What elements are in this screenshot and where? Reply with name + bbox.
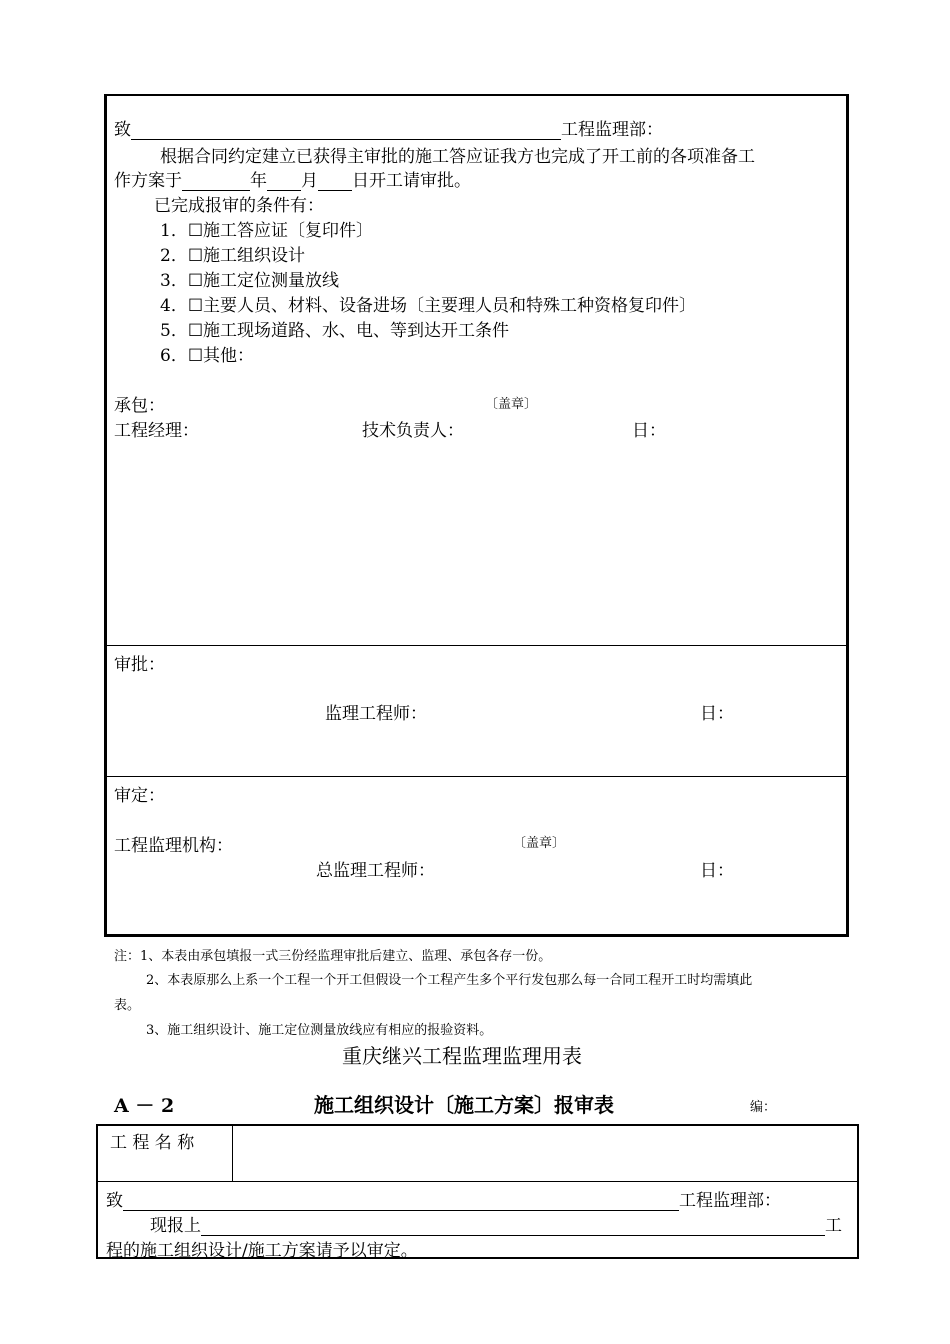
note-line-4: 3、施工组织设计、施工定位测量放线应有相应的报验资料。 — [146, 1023, 493, 1038]
review-to-suffix: 工程监理部： — [679, 1191, 781, 1211]
supervisor-engineer-label: 监理工程师： — [325, 704, 427, 724]
year-label: 年 — [250, 171, 267, 191]
confirm-date-label: 日： — [700, 861, 734, 881]
confirm-seal-label: 〔盖章〕 — [513, 836, 566, 851]
note-line-3: 表。 — [114, 998, 141, 1013]
number-label: 编： — [750, 1100, 777, 1115]
body-line-2-prefix: 作方案于 — [114, 171, 182, 191]
company-title: 重庆继兴工程监理监理用表 — [342, 1044, 582, 1068]
date-label: 日： — [632, 421, 666, 441]
month-label: 月 — [301, 171, 318, 191]
seal-label: 〔盖章〕 — [485, 397, 538, 412]
conditions-title: 已完成报审的条件有： — [154, 196, 324, 216]
divider-approve — [104, 645, 849, 646]
addressee-blank[interactable] — [131, 121, 561, 140]
condition-item[interactable]: 2．☐施工组织设计 — [160, 246, 306, 266]
day-blank[interactable] — [318, 172, 352, 191]
approve-label: 审批： — [114, 655, 165, 675]
divider-confirm — [104, 776, 849, 777]
year-blank[interactable] — [182, 172, 250, 191]
contractor-label: 承包： — [114, 396, 165, 416]
report-suffix: 工 — [825, 1216, 842, 1236]
approve-date-label: 日： — [700, 704, 734, 724]
form-code: A － 2 — [114, 1095, 175, 1117]
note-line-1: 注：1、本表由承包填报一式三份经监理审批后建立、监理、承包各存一份。 — [114, 949, 552, 964]
form-title: 施工组织设计〔施工方案〕报审表 — [314, 1093, 614, 1117]
condition-item[interactable]: 4．☐主要人员、材料、设备进场〔主要理人员和特殊工种资格复印件〕 — [160, 296, 697, 316]
day-label: 日开工请审批。 — [352, 171, 471, 191]
project-name-bottom-line — [96, 1181, 859, 1182]
project-name-divider — [232, 1124, 233, 1182]
month-blank[interactable] — [267, 172, 301, 191]
confirm-label: 审定： — [114, 786, 165, 806]
project-manager-label: 工程经理： — [114, 421, 199, 441]
to-suffix: 工程监理部： — [561, 120, 663, 140]
condition-item[interactable]: 3．☐施工定位测量放线 — [160, 271, 340, 291]
condition-item[interactable]: 6．☐其他： — [160, 346, 255, 366]
body-line-2 — [114, 166, 471, 191]
report-prefix: 现报上 — [150, 1216, 201, 1236]
project-name-label: 工 程 名 称 — [110, 1133, 195, 1153]
report-blank[interactable] — [201, 1217, 825, 1236]
review-addressee-line — [106, 1186, 781, 1211]
note-line-2: 2、本表原那么上系一个工程一个开工但假设一个工程产生多个平行发包那么每一合同工程开工时均需填此 — [146, 973, 753, 988]
report-line — [150, 1211, 842, 1236]
chief-engineer-label: 总监理工程师： — [316, 861, 435, 881]
condition-item[interactable]: 5．☐施工现场道路、水、电、等到达开工条件 — [160, 321, 510, 341]
review-addressee-blank[interactable] — [123, 1192, 679, 1211]
tech-lead-label: 技术负责人： — [362, 421, 464, 441]
report-line-2: 程的施工组织设计/施工方案请予以审定。 — [106, 1241, 418, 1261]
to-prefix: 致 — [114, 120, 131, 140]
project-name-field[interactable] — [240, 1130, 850, 1176]
addressee-line — [114, 115, 663, 140]
review-to-prefix: 致 — [106, 1191, 123, 1211]
supervision-org-label: 工程监理机构： — [114, 836, 233, 856]
body-line-1: 根据合同约定建立已获得主审批的施工答应证我方也完成了开工前的各项准备工 — [160, 147, 755, 167]
condition-item[interactable]: 1．☐施工答应证〔复印件〕 — [160, 221, 374, 241]
